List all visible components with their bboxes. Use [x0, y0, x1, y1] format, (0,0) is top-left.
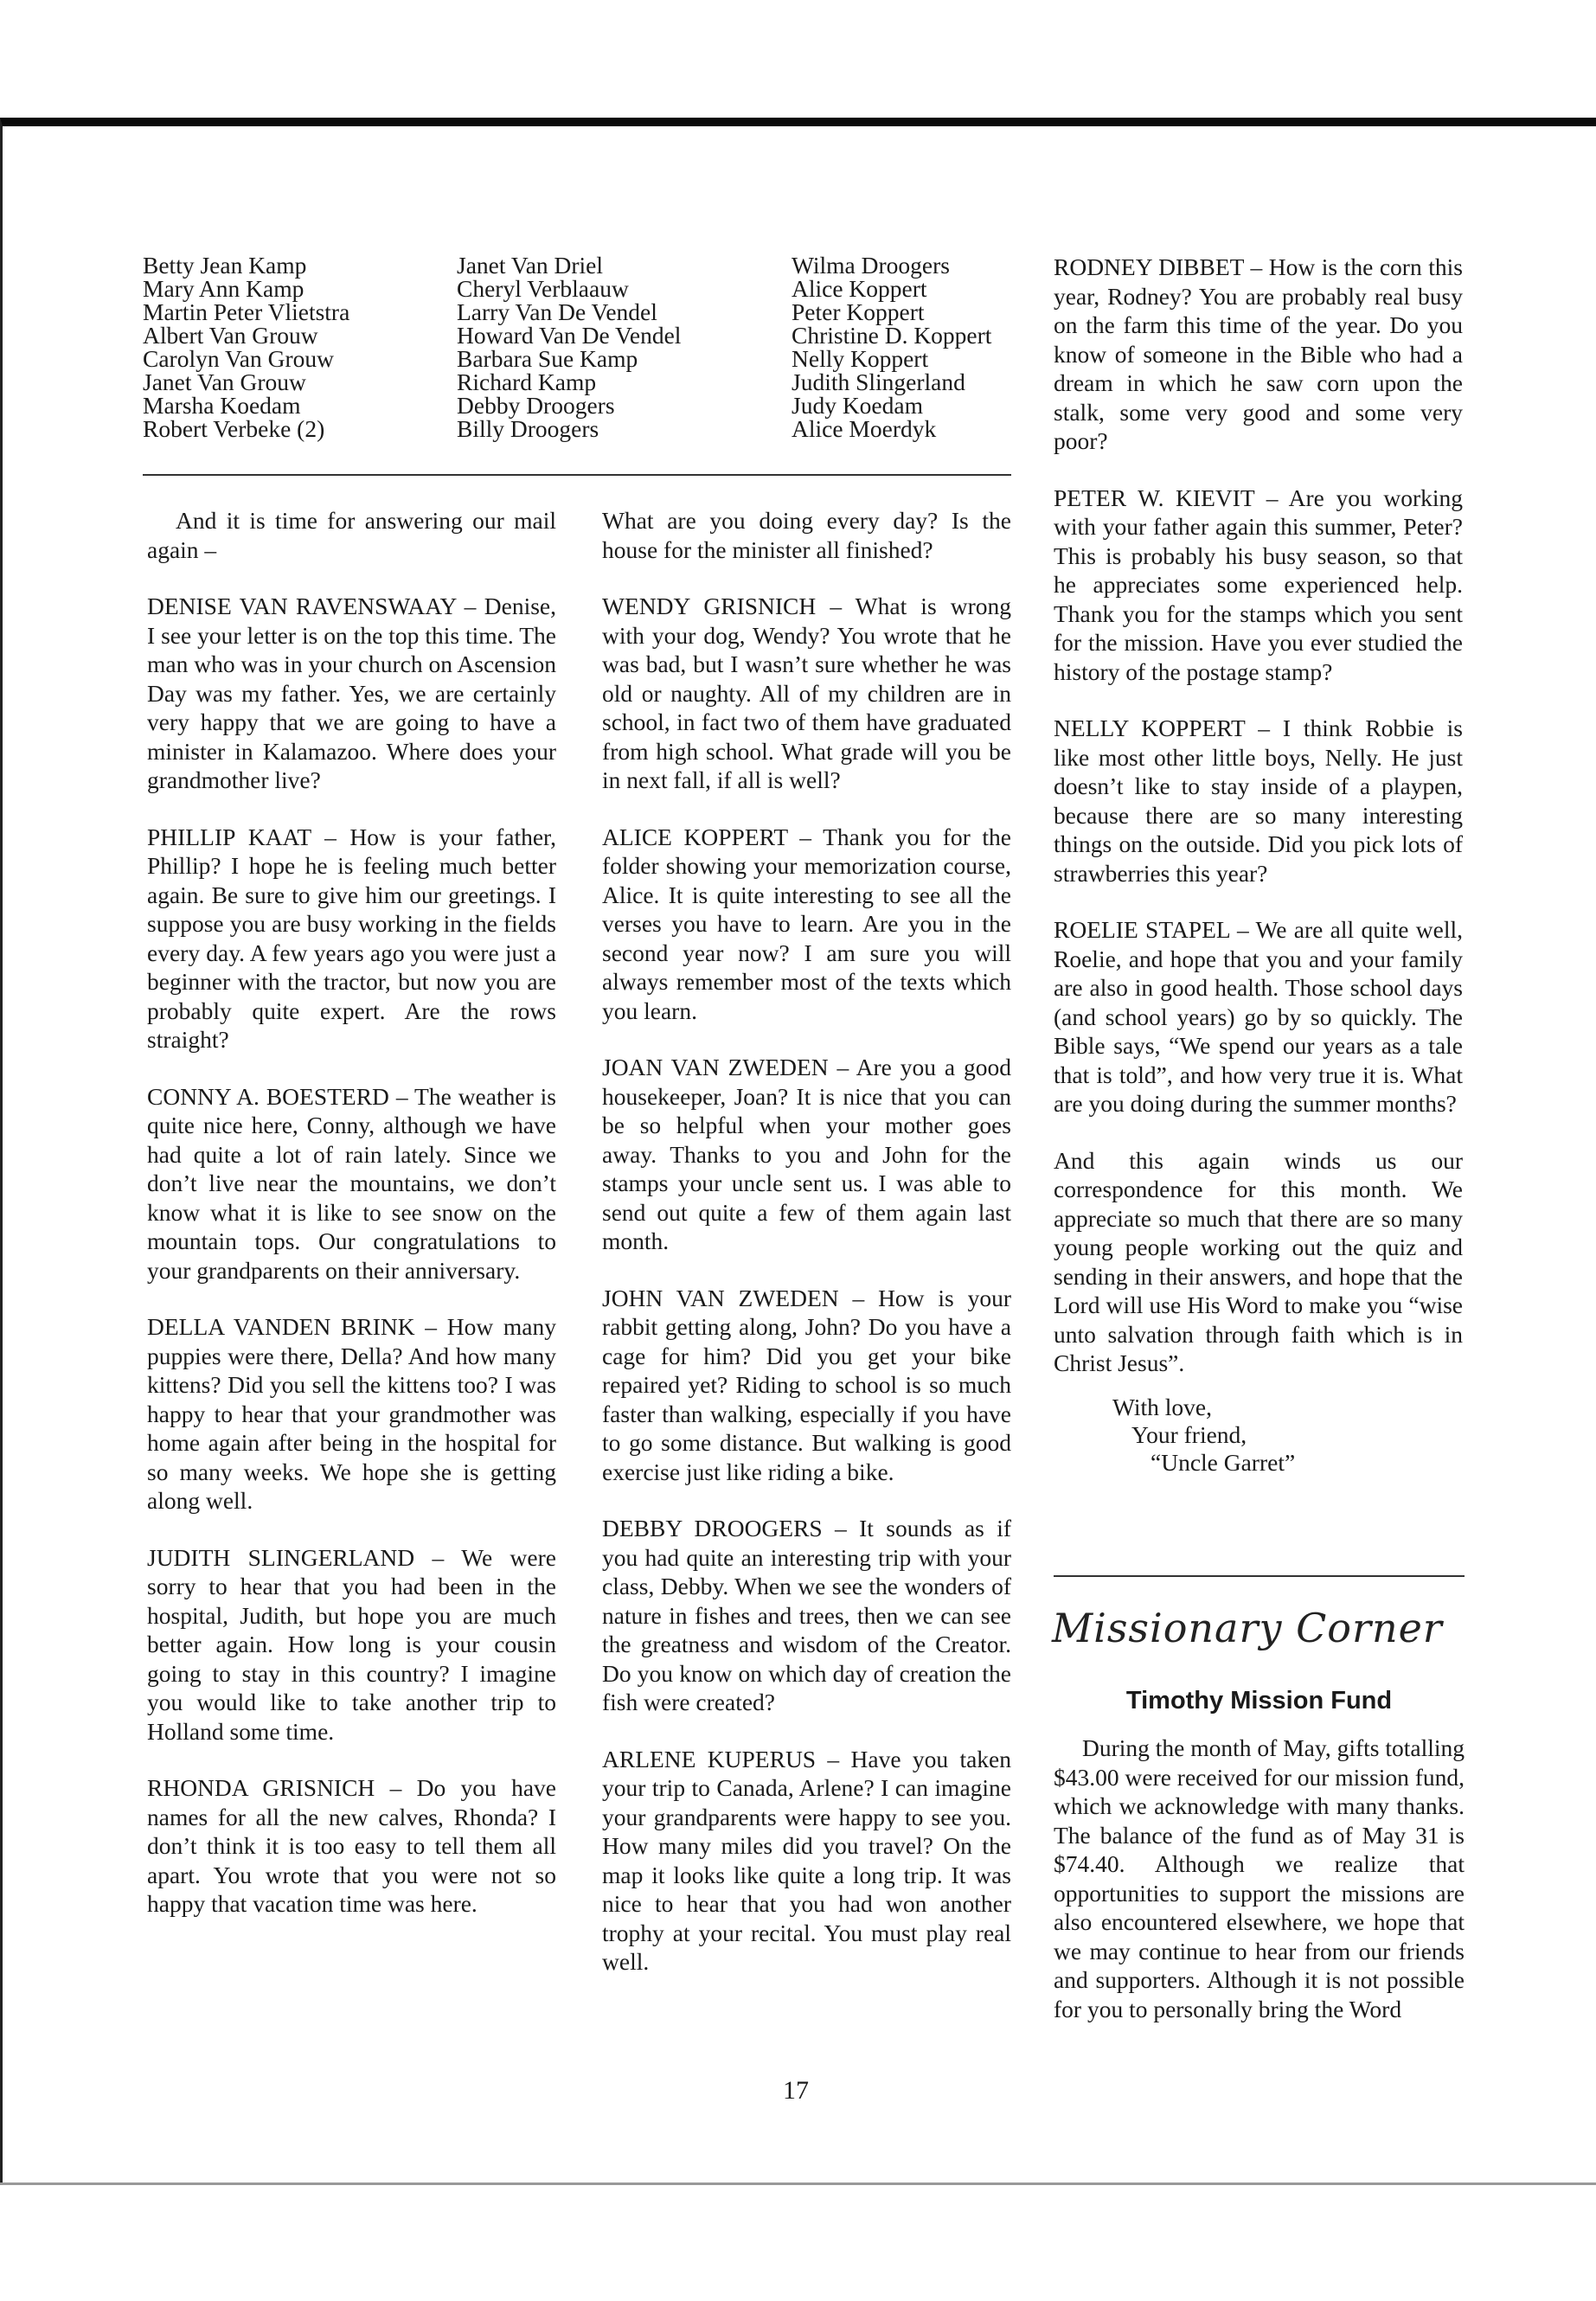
mission-fund-heading: Timothy Mission Fund: [1125, 1687, 1393, 1715]
name-item: Alice Koppert: [792, 275, 927, 302]
names-column-1: [143, 253, 349, 440]
letter-paragraph: PETER W. KIEVIT – Are you working with your father again this summer, Peter? This is probably his busy season, so that he appreciates some experienced help. Thank you for the stamps which you sent for the mission. Have you ever studied the history of the postage stamp?: [1054, 484, 1463, 685]
letter-paragraph: DELLA VANDEN BRINK – How many puppies were there, Della? And how many kittens? Did you sell the kittens too? I was happy to hear that your grandmother was home again after being in the hospital for so many weeks. We hope she is getting along well.: [147, 1313, 556, 1514]
page-number: 17: [783, 2076, 809, 2105]
letter-paragraph: What are you doing every day? Is the house for the minister all finished?: [602, 507, 1011, 563]
name-item: Betty Jean Kamp: [143, 252, 307, 279]
letter-paragraph: RHONDA GRISNICH – Do you have names for all the new calves, Rhonda? I don’t think it is too easy to tell them all apart. You wrote that you were not so happy that vacation time was here.: [147, 1774, 556, 1917]
names-divider: [143, 474, 1011, 476]
name-item: Mary Ann Kamp: [143, 275, 304, 302]
signoff-line: Your friend,: [1131, 1420, 1247, 1448]
name-item: Howard Van De Vendel: [457, 322, 682, 349]
name-item: Peter Koppert: [792, 298, 925, 325]
closing-paragraph: And this again winds us our correspondence for this month. We appreciate so much that there are so many young people working out the quiz and sending in their answers, and hope that the Lord will use His Word to make you “wise unto salvation through faith which is in Christ Jesus”.: [1054, 1146, 1463, 1376]
names-column-2: [457, 253, 681, 440]
name-item: Larry Van De Vendel: [457, 298, 657, 325]
letter-paragraph: JOHN VAN ZWEDEN – How is your rabbit getting along, John? Do you have a cage for him? Did you get your bike repaired yet? Riding to school is so much faster than walking, especially if you have to go some distance. But walking is good exercise just like riding a bike.: [602, 1284, 1011, 1485]
name-item: Billy Droogers: [457, 415, 599, 442]
name-item: Carolyn Van Grouw: [143, 345, 334, 372]
name-item: Debby Droogers: [457, 392, 615, 419]
mission-fund-column: [1054, 1734, 1465, 2051]
name-item: Alice Moerdyk: [792, 415, 937, 442]
name-item: Nelly Koppert: [792, 345, 929, 372]
intro-paragraph: And it is time for answering our mail again –: [147, 507, 556, 563]
letter-paragraph: ARLENE KUPERUS – Have you taken your trip to Canada, Arlene? I can imagine your grandparents were happy to see you. How many miles did you travel? On the map it looks like quite a long trip. It was nice to hear that you had won another trophy at your recital. You must play real well.: [602, 1745, 1011, 1975]
letter-paragraph: DEBBY DROOGERS – It sounds as if you had quite an interesting trip with your class, Debby. When we see the wonders of nature in fishes and trees, then we can see the greatness and wisdom of the Creator. Do you know on which day of creation the fish were created?: [602, 1515, 1011, 1715]
letter-paragraph: DENISE VAN RAVENSWAAY – Denise, I see your letter is on the top this time. The man who was in your church on Ascension Day was my father. Yes, we are certainly very happy that we are going to have a minister in Kalamazoo. Where does your grandmother live?: [147, 593, 556, 793]
name-item: Martin Peter Vlietstra: [143, 298, 350, 325]
name-item: Barbara Sue Kamp: [457, 345, 638, 372]
letter-paragraph: JOAN VAN ZWEDEN – Are you a good housekeeper, Joan? It is nice that you can be so helpful when your mother goes away. Thanks to you and John for the stamps your uncle sent us. I was able to send out quite a few of them again last month.: [602, 1054, 1011, 1254]
letter-paragraph: ALICE KOPPERT – Thank you for the folder showing your memorization course, Alice. It is quite interesting to see all the verses you have to learn. Are you in the second year now? I am sure you will always remember most of the texts which you learn.: [602, 823, 1011, 1024]
letters-column-1: [147, 506, 556, 1946]
name-item: Janet Van Grouw: [143, 369, 306, 395]
name-item: Judy Koedam: [792, 392, 923, 419]
name-item: Wilma Droogers: [792, 252, 950, 279]
mission-fund-paragraph: During the month of May, gifts totalling $43.00 were received for our mission fund, which we acknowledge with many thanks. The balance of the fund as of May 31 is $74.40. Although we realize that opportunities to support the missions are also encountered elsewhere, we hope that we may continue to hear from our friends and supporters. Although it is not possible for you to personally bring the Word: [1054, 1734, 1465, 2022]
letter-paragraph: ROELIE STAPEL – We are all quite well, Roelie, and hope that you and your family are also in good health. Those school days (and school years) go by so quickly. The Bible says, “We spend our years as a tale that is told”, and how very true it is. What are you doing during the summer months?: [1054, 916, 1463, 1117]
letter-paragraph: JUDITH SLINGERLAND – We were sorry to hear that you had been in the hospital, Judith, but hope you are much better again. How long is your cousin going to stay in this country? I imagine you would like to take another trip to Holland some time.: [147, 1543, 556, 1745]
name-item: Robert Verbeke (2): [143, 415, 325, 442]
name-item: Janet Van Driel: [457, 252, 604, 279]
missionary-corner-title: Missionary Corner: [1052, 1605, 1443, 1651]
signoff-signature: “Uncle Garret”: [1151, 1448, 1296, 1476]
letter-paragraph: PHILLIP KAAT – How is your father, Phillip? I hope he is feeling much better again. Be sure to give him our greetings. I suppose you are busy working in the fields every day. A few years ago you were just a beginner with the tractor, but now you are probably quite expert. Are the rows straight?: [147, 823, 556, 1053]
name-item: Cheryl Verblaauw: [457, 275, 629, 302]
name-item: Christine D. Koppert: [792, 322, 992, 349]
page-bottom-edge: [0, 2182, 1596, 2185]
letters-column-2: [602, 506, 1011, 2004]
name-item: Richard Kamp: [457, 369, 597, 395]
names-column-3: [792, 253, 991, 440]
letter-paragraph: CONNY A. BOESTERD – The weather is quite nice here, Conny, although we have had quite a lot of rain lately. Since we don’t live near the mountains, we don’t know what it is like to see snow on the mountain tops. Our congratulations to your grandparents on their anniversary.: [147, 1082, 556, 1284]
signoff-line: With love,: [1112, 1393, 1212, 1420]
signoff: [1054, 1394, 1463, 1477]
name-item: Albert Van Grouw: [143, 322, 318, 349]
letter-paragraph: NELLY KOPPERT – I think Robbie is like most other little boys, Nelly. He just doesn’t like to stay inside of a playpen, because there are so many interesting things on the outside. Did you pick lots of strawberries this year?: [1054, 715, 1463, 887]
letters-column-3: [1054, 253, 1463, 1477]
name-item: Judith Slingerland: [792, 369, 965, 395]
letter-paragraph: WENDY GRISNICH – What is wrong with your dog, Wendy? You wrote that he was bad, but I wasn’t sure whether he was old or naughty. All of my children are in school, in fact two of them have graduated from high school. What grade will you be in next fall, if all is well?: [602, 593, 1011, 793]
letter-paragraph: RODNEY DIBBET – How is the corn this year, Rodney? You are probably real busy on the farm this time of the year. Do you know of someone in the Bible who had a dream in which he saw corn upon the stalk, some very good and some very poor?: [1054, 253, 1463, 454]
name-item: Marsha Koedam: [143, 392, 301, 419]
missionary-divider: [1054, 1575, 1465, 1577]
